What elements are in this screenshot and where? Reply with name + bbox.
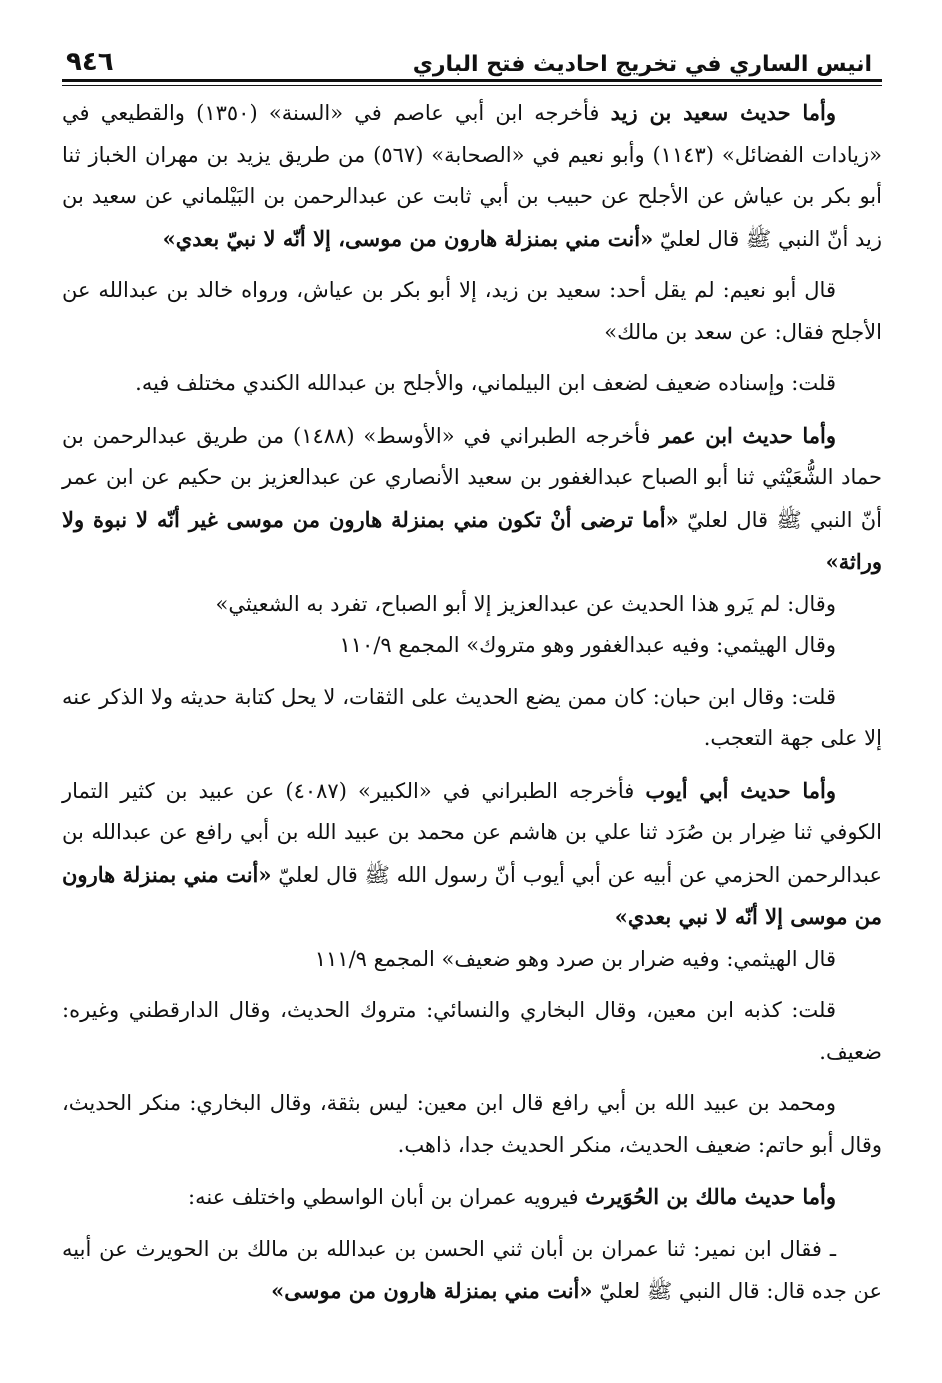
paragraph <box>62 677 882 760</box>
paragraph-text: ـ فقال ابن نمير: ثنا عمران بن أبان ثني الحسن بن عبدالله بن مالك بن الحويرث عن أبيه عن جده قال: قال النبي ﷺ لعليّ <box>62 1236 882 1303</box>
paragraph <box>62 270 882 353</box>
paragraph-text: قلت: وقال ابن حبان: كان ممن يضع الحديث على الثقات، لا يحل كتابة حديثه ولا الذكر عنه إلا على جهة التعجب. <box>62 684 882 750</box>
paragraph <box>62 1229 882 1313</box>
paragraph <box>62 770 882 939</box>
page-body <box>62 92 882 1313</box>
hadith-quote: «أنت مني بمنزلة هارون من موسى» <box>271 1278 593 1303</box>
paragraph <box>62 415 882 584</box>
running-header <box>62 40 882 82</box>
paragraph-text: وقال الهيثمي: وفيه عبدالغفور وهو متروك» المجمع ١١٠/٩ <box>339 633 836 657</box>
paragraph-text: قال الهيثمي: وفيه ضرار بن صرد وهو ضعيف» المجمع ١١١/٩ <box>314 946 836 971</box>
paragraph-text: فأخرجه الطبراني في «الأوسط» (١٤٨٨) من طريق عبدالرحمن بن حماد الشُّعَيْثي ثنا أبو الصباح عبدالغفور بن سعيد الأنصاري عن عبدالعزيز بن حكيم عن ابن عمر أنّ النبي ﷺ قال لعليّ <box>62 423 883 532</box>
paragraph <box>62 1083 882 1166</box>
running-title: انيس الساري في تخريج احاديث فتح الباري <box>412 52 872 77</box>
section-lead: وأما حديث أبي أيوب <box>645 777 836 803</box>
paragraph <box>62 363 882 405</box>
hadith-quote: «أنت مني بمنزلة هارون من موسى، إلا أنّه لا نبيّ بعدي» <box>162 225 654 251</box>
paragraph-text: فأخرجه الطبراني في «الكبير» (٤٠٨٧) عن عبيد بن كثير التمار الكوفي ثنا ضِرار بن صُرَد ثنا علي بن هاشم عن محمد بن عبيد الله بن أبي رافع عن عبدالله بن عبدالرحمن الحزمي عن أبيه عن أبي أيوب أنّ رسول الله ﷺ قال لعليّ <box>62 778 882 887</box>
paragraph-text: قلت: كذبه ابن معين، وقال البخاري والنسائي: متروك الحديث، وقال الدارقطني وغيره: ضعيف. <box>62 998 882 1064</box>
hadith-quote: «أما ترضى أنْ تكون مني بمنزلة هارون من موسى غير أنّه لا نبوة ولا وراثة» <box>62 506 882 574</box>
paragraph-text: فيرويه عمران بن أبان الواسطي واختلف عنه: <box>188 1185 586 1209</box>
paragraph <box>62 92 882 260</box>
page-number: ٩٤٦ <box>66 47 114 77</box>
paragraph-text: قال أبو نعيم: لم يقل أحد: سعيد بن زيد، إلا أبو بكر بن عياش، ورواه خالد بن عبدالله عن الأجلح فقال: عن سعد بن مالك» <box>62 278 882 344</box>
paragraph <box>62 625 882 667</box>
paragraph <box>62 939 882 981</box>
paragraph-text: قلت: وإسناده ضعيف لضعف ابن البيلماني، والأجلح بن عبدالله الكندي مختلف فيه. <box>135 371 836 395</box>
paragraph-text: فأخرجه ابن أبي عاصم في «السنة» (١٣٥٠) والقطيعي في «زيادات الفضائل» (١١٤٣) وأبو نعيم في «الصحابة» (٥٦٧) من طريق يزيد بن مهران الخباز ثنا أبو بكر بن عياش عن الأجلح عن حبيب بن أبي ثابت عن عبدالرحمن بن البَيْلماني عن سعيد بن زيد أنّ النبي ﷺ قال لعليّ <box>62 101 882 251</box>
hadith-quote: «أنت مني بمنزلة هارون من موسى إلا أنّه لا نبي بعدي» <box>62 861 882 929</box>
section-lead: وأما حديث ابن عمر <box>659 422 836 448</box>
section-lead: وأما حديث مالك بن الحُوَيرث <box>585 1184 836 1209</box>
header-rule <box>62 85 882 86</box>
section-lead: وأما حديث سعيد بن زيد <box>610 100 837 125</box>
paragraph <box>62 1176 882 1219</box>
paragraph-text: وقال: لم يَرو هذا الحديث عن عبدالعزيز إلا أبو الصباح، تفرد به الشعيثي» <box>215 591 836 616</box>
paragraph <box>62 584 882 626</box>
paragraph <box>62 990 882 1073</box>
paragraph-text: ومحمد بن عبيد الله بن أبي رافع قال ابن معين: ليس بثقة، وقال البخاري: منكر الحديث، وقال أبو حاتم: ضعيف الحديث، منكر الحديث جدا، ذاهب. <box>62 1091 882 1157</box>
